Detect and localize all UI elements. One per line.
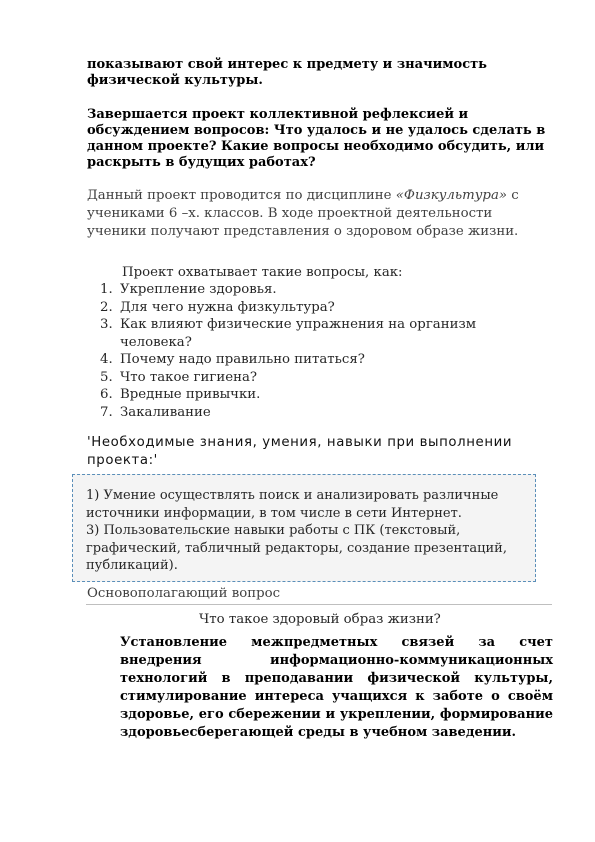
intro-tail-paragraph: показывают свой интерес к предмету и значимость физической культуры.	[87, 57, 488, 88]
list-item-number: 5.	[100, 369, 113, 385]
list-item-number: 3.	[100, 317, 113, 332]
list-item	[100, 316, 520, 351]
list-item-text: Что такое гигиена?	[120, 369, 258, 385]
list-item	[100, 299, 520, 317]
list-item	[100, 351, 520, 369]
list-item	[100, 386, 520, 404]
discipline-text-after: с учениками 6 –х. классов. В ходе проектной деятельности ученики получают представления о здоровом образе жизни.	[87, 188, 519, 239]
list-item-text: Для чего нужна физкультура?	[120, 299, 335, 315]
skill-item: 3) Пользовательские навыки работы с ПК (текстовый, графический, табличный редакторы, создание презентаций, публикаций).	[86, 523, 507, 573]
list-item	[100, 281, 520, 299]
list-item-text: Как влияют физические упражнения на организм человека?	[120, 317, 477, 350]
list-item-number: 2.	[100, 299, 113, 315]
fundamental-question: Что такое здоровый образ жизни?	[199, 612, 441, 627]
closing-paragraph: Завершается проект коллективной рефлексией и обсуждением вопросов: Что удалось и не удалось сделать в данном проекте? Какие вопросы необходимо обсудить, или раскрыть в будущих работах?	[87, 107, 546, 170]
questions-list	[100, 281, 520, 421]
discipline-subject: «Физкультура»	[395, 188, 508, 203]
skills-heading: 'Необходимые знания, умения, навыки при выполнении проекта:'	[87, 435, 513, 468]
list-item-number: 7.	[100, 404, 113, 420]
list-item-number: 1.	[100, 282, 113, 297]
list-item-number: 4.	[100, 352, 113, 367]
final-paragraph: Установление межпредметных связей за счет внедрения информационно-коммуникационных технологий в преподавании физической культуры, стимулирование интереса учащихся к заботе о своём здоровье, его сбережении и укреплении, формирование здоровьесберегающей среды в учебном заведении.	[120, 635, 553, 740]
discipline-paragraph	[87, 187, 547, 241]
questions-intro: Проект охватывает такие вопросы, как:	[122, 265, 403, 280]
skill-item: 1) Умение осуществлять поиск и анализировать различные источники информации, в том числе в сети Интернет.	[86, 488, 499, 521]
list-item-text: Закаливание	[120, 404, 211, 420]
discipline-text-before: Данный проект проводится по дисциплине	[87, 188, 396, 203]
skills-text	[86, 487, 526, 575]
list-item-number: 6.	[100, 387, 113, 402]
divider	[86, 604, 552, 605]
list-item	[100, 404, 520, 422]
list-item-text: Укрепление здоровья.	[120, 282, 277, 297]
list-item-text: Вредные привычки.	[120, 387, 261, 402]
fundamental-question-label: Основополагающий вопрос	[87, 586, 281, 601]
list-item	[100, 369, 520, 387]
list-item-text: Почему надо правильно питаться?	[120, 352, 365, 367]
